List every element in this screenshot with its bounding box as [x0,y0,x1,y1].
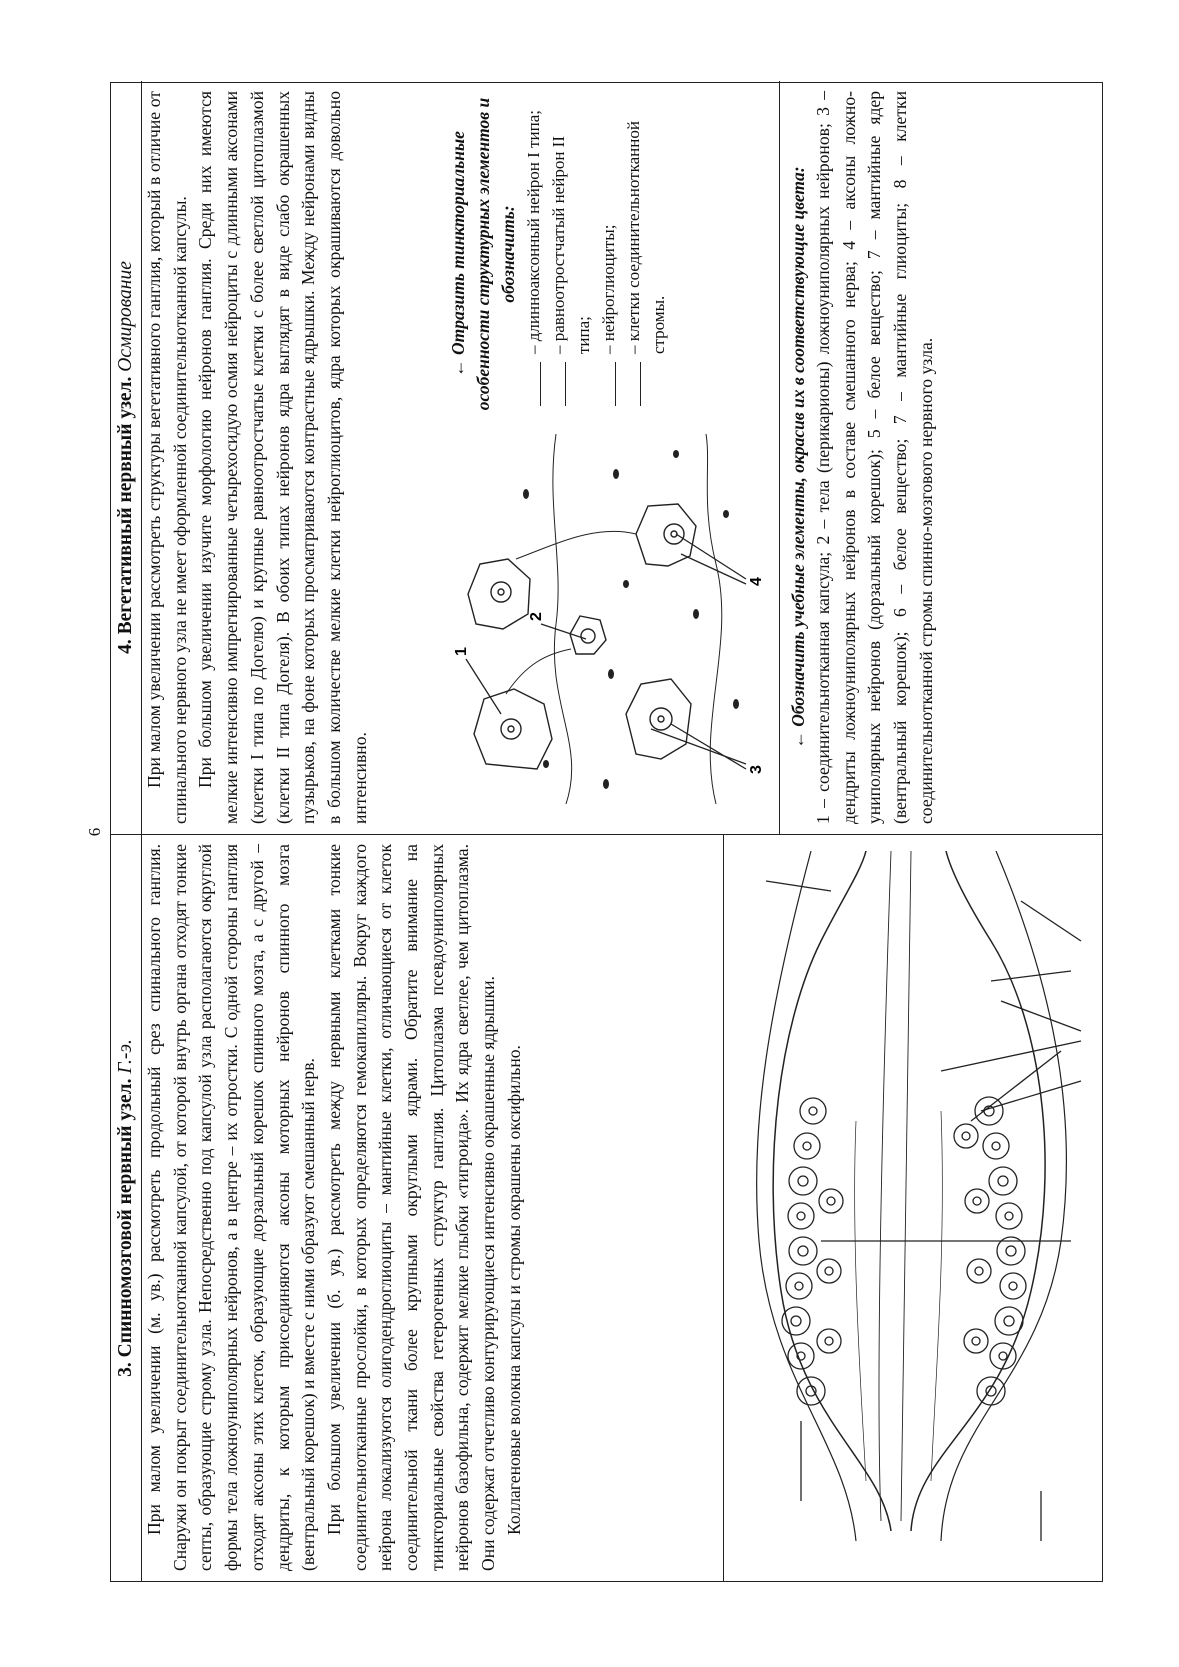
spinal-paragraph-low-mag: При малом увеличении (м. ув.) рассмотреть продольный срез спинального ганглия. Снаружи он покрыт соединительнотканной капсулой, от которой внутрь органа отходят тонкие септы, образующие строму узла. Непосредственно под капсулой узла располагаются округлой формы тела ложноуниполярных нейронов, а в центре – их отростки. С одной стороны ганглия отходят аксоны этих клеток, образующие дорзальный корешок спинного мозга, а с другой – дендриты, к которым присоединяются аксоны моторных нейронов спинного мозга (вентральный корешок) и вместе с ними образуют смешанный нерв. [144,844,319,1571]
label-blank [540,362,541,406]
spinal-paragraph-high-mag: При большом увеличении (б. ув.) рассмотреть между нервными клетками тонкие соединительнотканные прослойки, в которых определяются гемокапилляры. Вокруг каждого нейрона локализуются олигодендроглиоциты – мантийные клетки, отличающиеся от клеток соединительной ткани более крупными округлыми ядрами. Обратите внимание на тинкториальные свойства гетерогенных структур ганглия. Цитоплазма псевдоуниполярных нейронов базофильна, содержит мелкие глыбки «тигроида». Их ядра светлее, чем цитоплазма. Они содержат отчетливо контурирующиеся интенсивно окрашенные ядрышки. [323,844,499,1571]
capsule-outline [773,851,891,1531]
figure-label-3: 3 [748,765,765,774]
figure-leader-lines [466,534,746,769]
autonomic-ganglion-stain: Осмирование [115,261,136,372]
autonomic-ganglion-sketch [446,424,766,824]
spinal-ganglion-column [111,834,1102,1581]
autonomic-ganglion-text [142,81,442,834]
spinal-ganglion-drawing [741,851,1091,1541]
figure-label-1: 1 [453,647,470,656]
spinal-paragraph-collagen: Коллагеновые волокна капсулы и стромы окрашены оксифильно. [503,1045,524,1535]
label-blank [640,362,641,406]
legend-text: – клетки соединительнотканной стромы. [624,121,668,354]
neuron-cluster-lower [954,1097,1026,1405]
legend-heading: ← Отразить тинкториальные особенности структурных элементов и обозначить: [448,97,518,411]
spinal-legend-heading: ← Обозначить учебные элементы, окрасив их в соответствующие цвета: [788,166,808,749]
rotated-page [83,82,1103,1582]
legend-text: – нейроглиоциты; [599,224,618,354]
glial-nuclei [523,450,739,789]
page-number: 6 [85,827,104,837]
capsule-outline-lower [911,851,1045,1531]
autonomic-ganglion-drawing [446,424,766,824]
legend-item [621,94,671,414]
label-blank [615,362,616,406]
label-blank [565,362,566,406]
spinal-ganglion-heading [111,835,142,1581]
spinal-ganglion-text [142,834,722,1581]
figure-label-2: 2 [528,612,545,621]
legend-item [521,94,546,414]
legend-text: – равноотростчатый нейрон II типа; [549,136,593,354]
legend-item [596,94,621,414]
legend-box [446,94,766,414]
legend-item [546,94,596,414]
content-table [110,82,1103,1582]
autonomic-paragraph-low-mag: При малом увеличении рассмотреть структуры вегетативного ганглия, который в отличие от спинального нервного узла не имеет оформленной соединительнотканной капсулы. [144,91,190,824]
spinal-ganglion-sketch [741,851,1091,1541]
autonomic-paragraph-high-mag: При большом увеличении изучите морфологию нейронов ганглия. Среди них имеются мелкие интенсивно импрегнированные четырехосидую осмия нейроциты с длинными аксонами (клетки I типа по Догелю) и крупные равноотростчатые клетки с более светлой цитоплазмой (клетки II типа Догеля). В обоих типах нейронов ядра выглядят в виде слабо окрашенных пузырьков, на фоне которых просматриваются контрастные ядрышки. Между нейронами видны в большом количестве мелкие клетки нейроглиоцитов, ядра которых окрашиваются довольно интенсивно. [195,91,370,824]
neuron-outline [474,689,552,769]
spinal-ganglion-title: 3. Спинномозговой нервный узел. [115,1078,136,1377]
spinal-ganglion-stain: Г.-э. [115,1039,136,1074]
autonomic-ganglion-column [111,81,1102,834]
autonomic-ganglion-title: 4. Вегетативный нервный узел. [115,376,136,654]
spinal-legend-block [786,81,940,834]
neuron-cluster-upper [782,1098,843,1405]
figure-label-4: 4 [748,577,765,586]
autonomic-ganglion-heading [111,81,142,834]
spinal-legend-text: 1 – соединительнотканная капсула; 2 – тела (перикарионы) ложноуниполярных нейронов; 3 – дендриты ложноуниполярных нейронов в составе смешанного нерва; 4 – аксоны ложно-униполярных нейронов (дорзальный корешок); 5 – белое вещество; 7 – мантийные ядер (вентральный корешок); 6 – белое вещество; 7 – мантийные глиоциты; 8 – клетки соединительнотканной стромы спинно-мозгового нервного узла. [813,91,936,824]
legend-text: – длинноаксонный нейрон I типа; [524,110,543,354]
right-divider [779,81,780,834]
left-divider [723,834,724,1581]
